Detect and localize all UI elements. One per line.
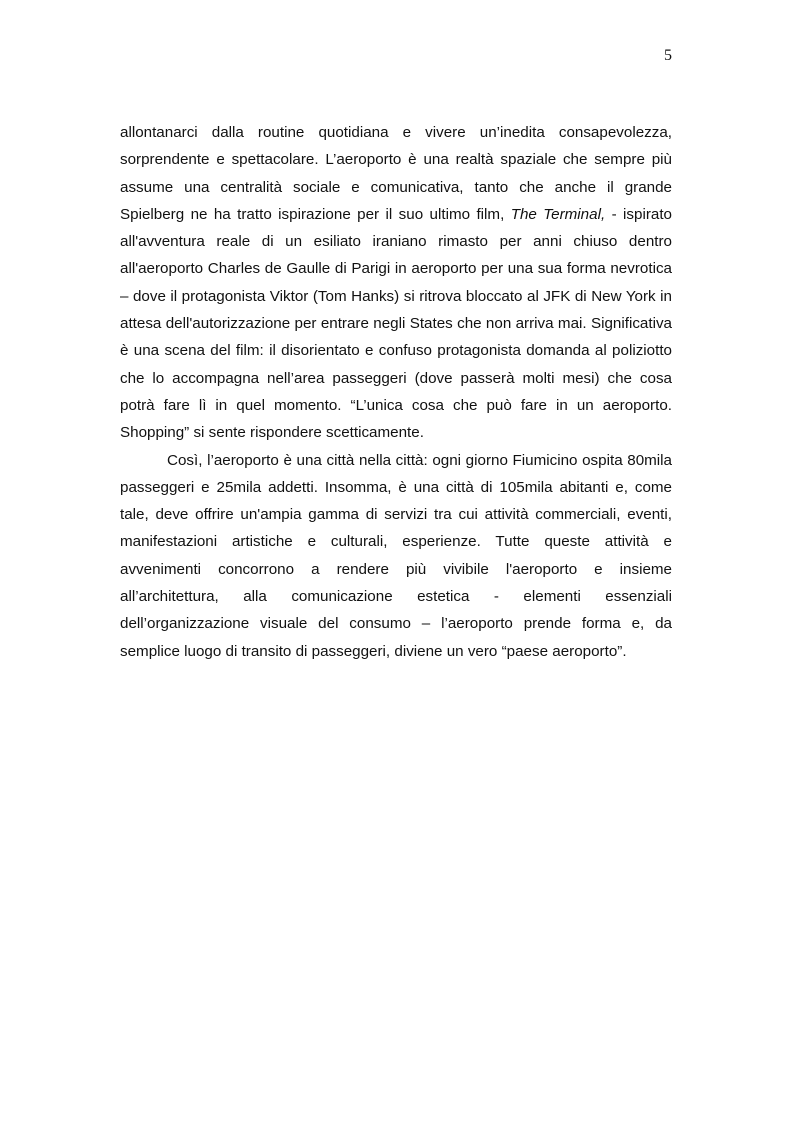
page-number: 5 [664,47,672,64]
paragraph-1-text-end: - ispirato all'avventura reale di un esiliato iraniano rimasto per anni chiuso dentro all'aeroporto Charles de Gaulle di Parigi in aeroporto per una sua forma nevrotica – dove il protagonista Viktor (Tom Hanks) si ritrova bloccato al JFK di New York in attesa dell'autorizzazione per entrare negli States che non arriva mai. Significativa è una scena del film: il disorientato e confuso protagonista domanda al poliziotto che lo accompagna nell’area passeggeri (dove passerà molti mesi) che cosa potrà fare lì in quel momento. “L’unica cosa che può fare in un aeroporto. Shopping” si sente rispondere scetticamente. [120,205,672,442]
paragraph-2: Così, l’aeroporto è una città nella città: ogni giorno Fiumicino ospita 80mila passeggeri e 25mila addetti. Insomma, è una città di 105mila abitanti e, come tale, deve offrire un'ampia gamma di servizi tra cui attività commerciali, eventi, manifestazioni artistiche e culturali, esperienze. Tutte queste attività e avvenimenti concorrono a rendere più vivibile l'aeroporto e insieme all’architettura, alla comunicazione estetica - elementi essenziali dell’organizzazione visuale del consumo – l’aeroporto prende forma e, da semplice luogo di transito di passeggeri, diviene un vero “paese aeroporto”. [120,451,672,660]
body-text [120,119,672,665]
paragraph-1 [120,119,672,447]
film-title: The Terminal, [510,205,606,223]
paragraph-1-text-start: allontanarci dalla routine quotidiana e vivere un’inedita consapevolezza, sorprendente e spettacolare. L’aeroporto è una realtà spaziale che sempre più assume una centralità sociale e comunicativa, tanto che anche il grande Spielberg ne ha tratto ispirazione per il suo ultimo film, [120,124,672,223]
